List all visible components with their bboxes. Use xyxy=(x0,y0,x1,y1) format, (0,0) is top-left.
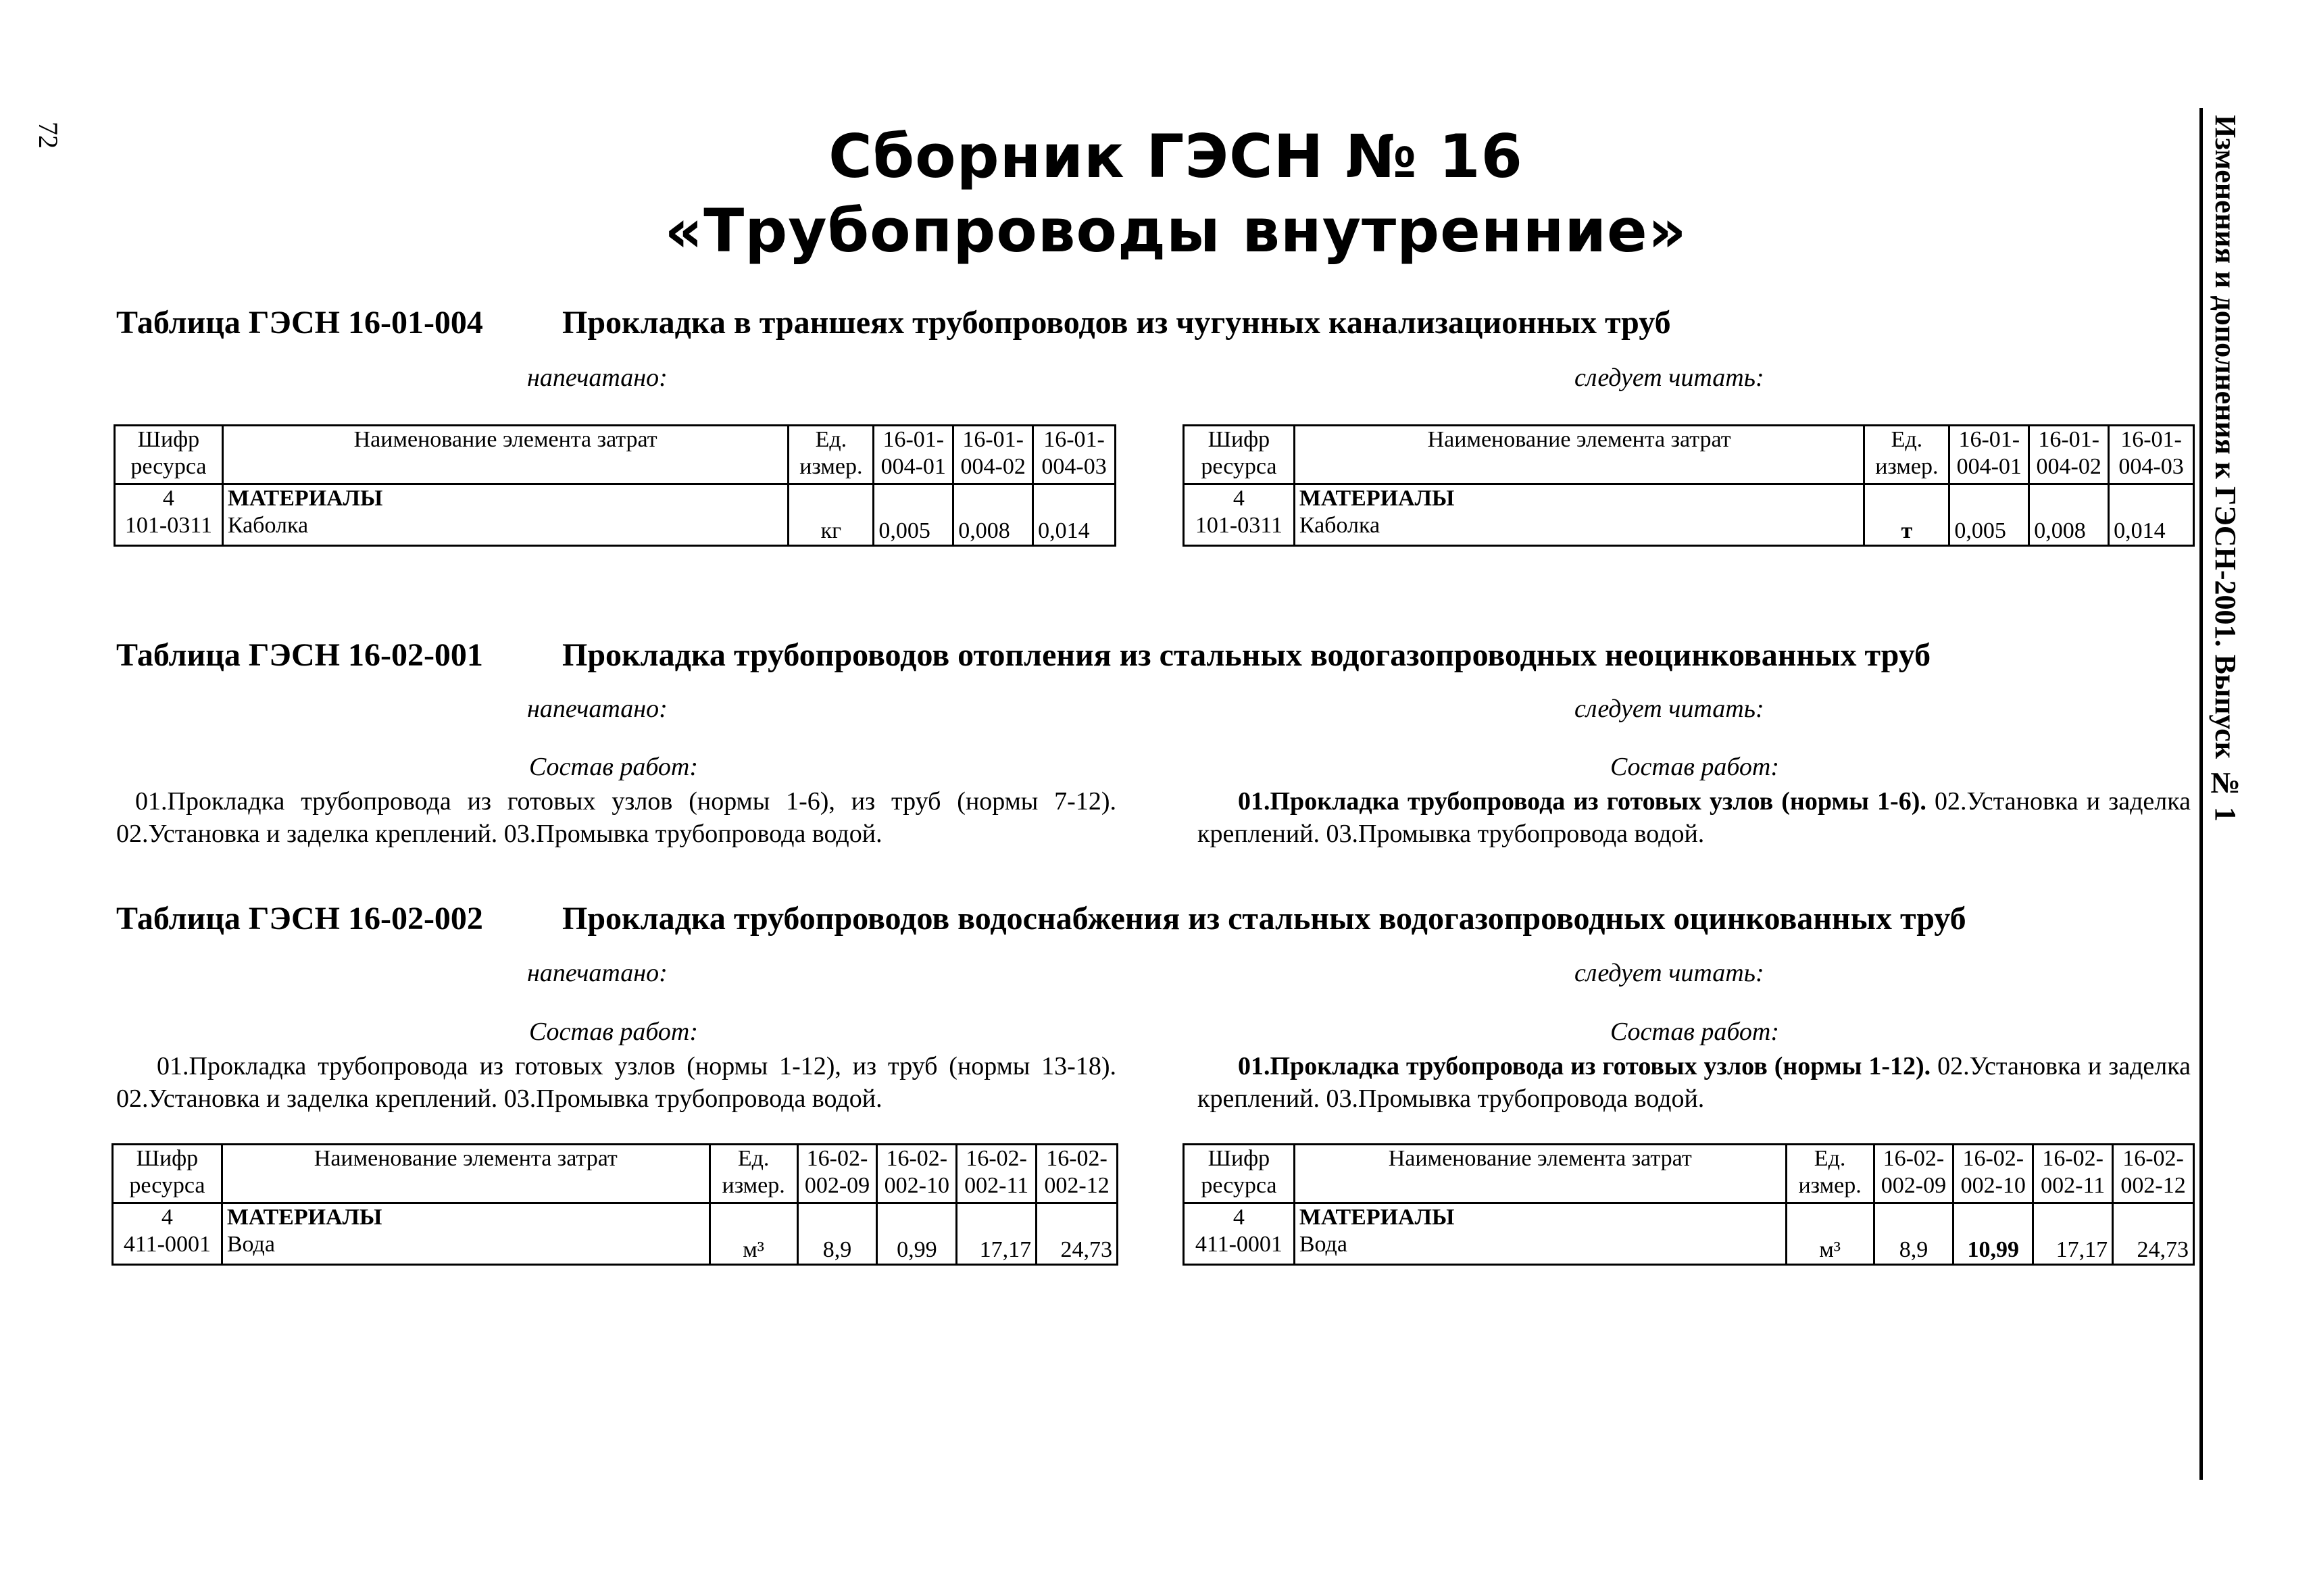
header-code: Шифр ресурса xyxy=(113,1145,222,1203)
value-cell: 0,005 xyxy=(1949,484,2029,546)
read-table-1 xyxy=(1183,424,2195,547)
printed-label: напечатано: xyxy=(527,959,668,987)
read-table-3 xyxy=(1183,1143,2195,1266)
value-cell: 24,73 xyxy=(2113,1203,2194,1265)
unit-cell: м³ xyxy=(710,1203,797,1265)
group-code: 4 xyxy=(1233,486,1245,511)
collection-subtitle: «Трубопроводы внутренние» xyxy=(664,196,1687,266)
resource-name xyxy=(222,484,789,546)
read-label: следует читать: xyxy=(1574,364,1764,392)
read-label: следует читать: xyxy=(1574,695,1764,723)
row-code: 411-0001 xyxy=(1195,1232,1283,1257)
printed-composition: 01.Прокладка трубопровода из готовых узлов (нормы 1-6), из труб (нормы 7-12). 02.Установка и заделка креплений. 03.Промывка трубопровода водой. xyxy=(116,787,1116,848)
group-code: 4 xyxy=(162,486,174,511)
value-cell: 0,99 xyxy=(877,1203,957,1265)
resource-name xyxy=(1294,484,1864,546)
section-heading: Прокладка трубопроводов водоснабжения из стальных водогазопроводных оцинкованных труб xyxy=(562,901,1966,937)
printed-label: напечатано: xyxy=(527,695,668,723)
side-running-title: Изменения и дополнения к ГЭСН-2001. Выпуск № 1 xyxy=(2209,115,2242,822)
printed-table-1 xyxy=(114,424,1116,547)
composition-label: Состав работ: xyxy=(528,753,699,781)
value-cell: 0,005 xyxy=(874,484,953,546)
resource-code xyxy=(1184,1203,1295,1265)
value-cell: 8,9 xyxy=(797,1203,877,1265)
unit-cell: кг xyxy=(789,484,874,546)
read-label: следует читать: xyxy=(1574,959,1764,987)
resource-code xyxy=(1184,484,1295,546)
header-code: Шифр ресурса xyxy=(115,426,223,484)
row-name: Вода xyxy=(226,1232,275,1257)
header-column: 16-01-004-01 xyxy=(1949,426,2029,484)
group-code: 4 xyxy=(1233,1205,1245,1230)
printed-composition: 01.Прокладка трубопровода из готовых узлов (нормы 1-12), из труб (нормы 13-18). 02.Установка и заделка креплений. 03.Промывка трубопровода водой. xyxy=(116,1052,1116,1113)
resource-name xyxy=(1294,1203,1786,1265)
header-unit: Ед. измер. xyxy=(1786,1145,1874,1203)
section-title-1 xyxy=(116,304,1671,341)
composition-label: Состав работ: xyxy=(1610,753,1780,781)
printed-table-3 xyxy=(111,1143,1118,1266)
section-title-2 xyxy=(116,637,1931,674)
section-title-3 xyxy=(116,900,1966,937)
row-name: Вода xyxy=(1299,1232,1347,1257)
header-name: Наименование элемента затрат xyxy=(222,1145,710,1203)
collection-title: Сборник ГЭСН № 16 xyxy=(828,122,1523,191)
header-column: 16-02-002-10 xyxy=(877,1145,957,1203)
value-cell: 0,014 xyxy=(1033,484,1116,546)
header-column: 16-01-004-01 xyxy=(874,426,953,484)
header-unit: Ед. измер. xyxy=(789,426,874,484)
header-name: Наименование элемента затрат xyxy=(222,426,789,484)
group-name: МАТЕРИАЛЫ xyxy=(226,1205,382,1230)
group-name: МАТЕРИАЛЫ xyxy=(1299,486,1455,511)
read-composition-bold: 01.Прокладка трубопровода из готовых узлов (нормы 1-6). xyxy=(1238,787,1926,816)
header-code: Шифр ресурса xyxy=(1184,1145,1295,1203)
unit-cell: м³ xyxy=(1786,1203,1874,1265)
printed-label: напечатано: xyxy=(527,364,668,392)
header-unit: Ед. измер. xyxy=(710,1145,797,1203)
header-column: 16-02-002-11 xyxy=(957,1145,1037,1203)
page-number: 72 xyxy=(33,122,64,149)
side-divider xyxy=(2199,108,2203,1480)
read-composition-rest: 02.Установка и заделка креплений. 03.Промывка трубопровода водой. xyxy=(1197,787,2191,848)
header-column: 16-01-004-03 xyxy=(2109,426,2194,484)
value-cell: 8,9 xyxy=(1874,1203,1953,1265)
section-code: Таблица ГЭСН 16-01-004 xyxy=(116,305,483,341)
unit-cell: т xyxy=(1864,484,1949,546)
value-cell: 0,008 xyxy=(2029,484,2109,546)
header-column: 16-02-002-12 xyxy=(2113,1145,2194,1203)
row-name: Каболка xyxy=(227,513,309,538)
header-unit: Ед. измер. xyxy=(1864,426,1949,484)
value-cell: 0,014 xyxy=(2109,484,2194,546)
composition-label: Состав работ: xyxy=(1610,1018,1780,1046)
value-cell: 0,008 xyxy=(953,484,1033,546)
header-column: 16-02-002-11 xyxy=(2033,1145,2113,1203)
section-code: Таблица ГЭСН 16-02-002 xyxy=(116,901,483,937)
row-name: Каболка xyxy=(1299,513,1380,538)
header-column: 16-01-004-02 xyxy=(953,426,1033,484)
resource-code xyxy=(115,484,223,546)
section-heading: Прокладка в траншеях трубопроводов из чугунных канализационных труб xyxy=(562,305,1671,341)
resource-name xyxy=(222,1203,710,1265)
header-column: 16-01-004-02 xyxy=(2029,426,2109,484)
value-cell: 17,17 xyxy=(957,1203,1037,1265)
header-name: Наименование элемента затрат xyxy=(1294,1145,1786,1203)
value-cell: 17,17 xyxy=(2033,1203,2113,1265)
row-code: 101-0311 xyxy=(1195,513,1283,538)
resource-code xyxy=(113,1203,222,1265)
composition-label: Состав работ: xyxy=(528,1018,699,1046)
section-code: Таблица ГЭСН 16-02-001 xyxy=(116,637,483,673)
value-cell: 24,73 xyxy=(1037,1203,1118,1265)
header-column: 16-02-002-10 xyxy=(1953,1145,2033,1203)
header-column: 16-02-002-09 xyxy=(1874,1145,1953,1203)
group-name: МАТЕРИАЛЫ xyxy=(227,486,383,511)
read-composition xyxy=(1197,785,2191,850)
read-composition-bold: 01.Прокладка трубопровода из готовых узлов (нормы 1-12). xyxy=(1238,1052,1931,1080)
read-composition-rest: 02.Установка и заделка креплений. 03.Промывка трубопровода водой. xyxy=(1197,1052,2191,1113)
header-column: 16-02-002-09 xyxy=(797,1145,877,1203)
row-code: 101-0311 xyxy=(124,513,212,538)
header-name: Наименование элемента затрат xyxy=(1294,426,1864,484)
value-cell: 10,99 xyxy=(1953,1203,2033,1265)
header-column: 16-01-004-03 xyxy=(1033,426,1116,484)
section-heading: Прокладка трубопроводов отопления из стальных водогазопроводных неоцинкованных труб xyxy=(562,637,1931,673)
group-code: 4 xyxy=(161,1205,173,1230)
row-code: 411-0001 xyxy=(123,1232,211,1257)
group-name: МАТЕРИАЛЫ xyxy=(1299,1205,1455,1230)
header-column: 16-02-002-12 xyxy=(1037,1145,1118,1203)
header-code: Шифр ресурса xyxy=(1184,426,1295,484)
read-composition xyxy=(1197,1050,2191,1115)
